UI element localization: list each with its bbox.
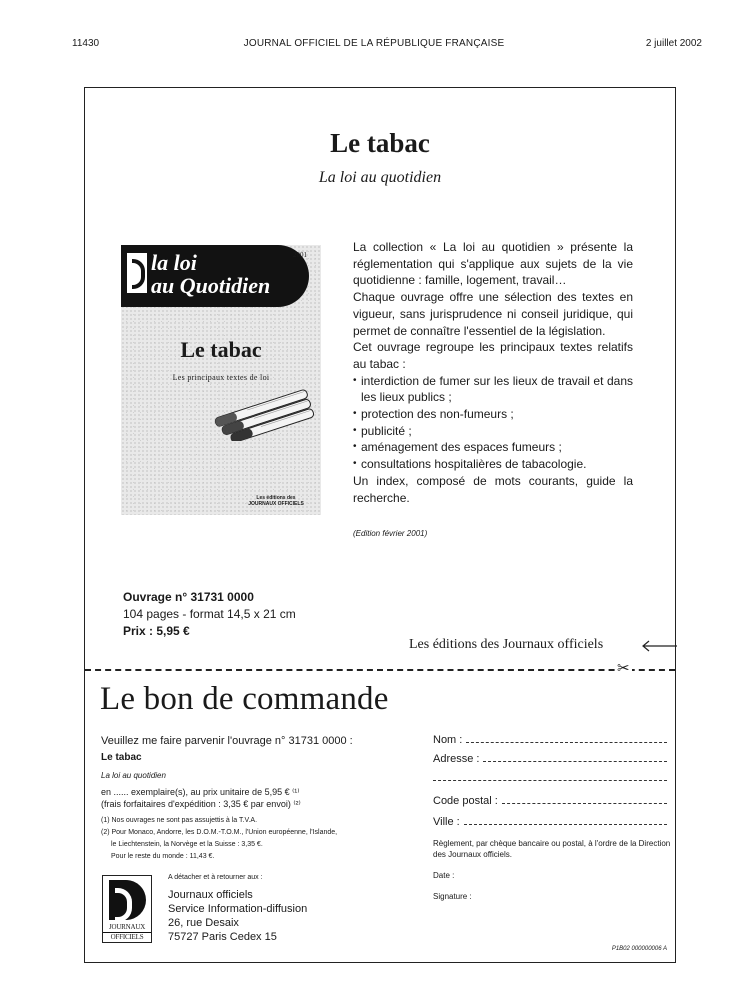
- desc-paragraph: La collection « La loi au quotidien » présente la réglementation qui s'applique aux sujets de la vie quotidienne : famille, logement, travail…: [353, 240, 633, 288]
- scissors-icon: ✂: [617, 660, 630, 677]
- name-field[interactable]: [433, 734, 667, 746]
- product-pages: 104 pages - format 14,5 x 21 cm: [123, 607, 296, 621]
- city-label: Ville :: [433, 816, 460, 828]
- send-to-note: A détacher et à retourner aux :: [168, 874, 263, 881]
- cover-publisher: Les éditions des JOURNAUX OFFICIELS: [248, 495, 304, 507]
- advert-description: [353, 239, 633, 506]
- city-field[interactable]: [433, 816, 667, 828]
- postal-code-input-line[interactable]: [502, 803, 667, 804]
- desc-paragraph: Chaque ouvrage offre une sélection des textes en vigueur, sans jurisprudence ni conseil juridique, qui permet de connaître l'essentiel de la législation.: [353, 290, 633, 338]
- name-input-line[interactable]: [466, 742, 667, 743]
- address-line: 26, rue Desaix: [168, 917, 239, 929]
- cover-subtitle: Les principaux textes de loi: [172, 373, 270, 382]
- jo-mark-icon: [109, 880, 146, 920]
- journaux-officiels-logo: [102, 875, 152, 943]
- cover-title: Le tabac: [180, 337, 262, 362]
- date-field[interactable]: Date :: [433, 871, 455, 880]
- shipping-line: (frais forfaitaires d'expédition : 3,35 € par envoi) ⁽²⁾: [101, 799, 301, 809]
- footnote: (1) Nos ouvrages ne sont pas assujettis à la T.V.A.: [101, 817, 258, 824]
- address-input-line-2[interactable]: [433, 780, 667, 781]
- name-label: Nom :: [433, 734, 463, 746]
- publication-date: 2 juillet 2002: [645, 38, 702, 49]
- order-form-title: Le bon de commande: [100, 681, 389, 717]
- signature-field[interactable]: Signature :: [433, 892, 472, 901]
- book-cover: [121, 245, 321, 515]
- address-label: Adresse :: [433, 753, 480, 765]
- desc-paragraph: Cet ouvrage regroupe les principaux textes relatifs au tabac :: [353, 340, 633, 371]
- arrow-left-icon: [641, 639, 677, 653]
- logo-word: JOURNAUX: [108, 923, 146, 931]
- logo-word: OFFICIELS: [103, 932, 151, 941]
- list-item: • aménagement des espaces fumeurs ;: [353, 439, 633, 456]
- list-item: • publicité ;: [353, 423, 633, 440]
- footnote: le Liechtenstein, la Norvège et la Suisse : 3,35 €.: [111, 841, 263, 848]
- address-field-line2[interactable]: [433, 774, 667, 784]
- topics-list: [353, 373, 633, 473]
- address-field[interactable]: [433, 753, 667, 765]
- list-item: • interdiction de fumer sur les lieux de travail et dans les lieux publics ;: [353, 373, 633, 406]
- postal-code-label: Code postal :: [433, 795, 498, 807]
- cover-band: [121, 245, 309, 307]
- postal-code-field[interactable]: [433, 795, 667, 807]
- product-reference: Ouvrage n° 31731 0000: [123, 590, 254, 604]
- address-input-line[interactable]: [483, 761, 667, 762]
- advert-subtitle: La loi au quotidien: [318, 169, 442, 186]
- publisher-line: Les éditions des Journaux officiels: [409, 637, 604, 652]
- form-code: P1B02 000000006 A: [611, 946, 667, 952]
- city-input-line[interactable]: [464, 824, 667, 825]
- advert-title: Le tabac: [330, 128, 430, 158]
- address-line: Journaux officiels: [168, 889, 253, 901]
- cigarettes-icon: [209, 385, 319, 441]
- footnote: (2) Pour Monaco, Andorre, les D.O.M.-T.O.M., l'Union européenne, l'Islande,: [101, 829, 338, 836]
- payment-note: Règlement, par chèque bancaire ou postal, à l'ordre de la Direction des Journaux officiels.: [433, 839, 671, 859]
- edition-note: (Edition février 2001): [353, 529, 428, 538]
- list-item: • consultations hospitalières de tabacologie.: [353, 456, 633, 473]
- publication-title: JOURNAL OFFICIEL DE LA RÉPUBLIQUE FRANÇAISE: [243, 38, 505, 49]
- order-book: Le tabac: [101, 752, 142, 763]
- address-line: 75727 Paris Cedex 15: [168, 931, 277, 943]
- quantity-line: en ...... exemplaire(s), au prix unitaire de 5,95 € ⁽¹⁾: [101, 787, 300, 797]
- list-item: • protection des non-fumeurs ;: [353, 406, 633, 423]
- cut-line: [85, 660, 675, 677]
- order-series: La loi au quotidien: [101, 771, 166, 780]
- product-price: Prix : 5,95 €: [123, 624, 190, 638]
- cover-year: 2001: [293, 251, 307, 259]
- cover-series: la loi au Quotidien: [151, 250, 271, 298]
- jo-logo-icon: [127, 253, 147, 293]
- address-line: Service Information-diffusion: [168, 903, 308, 915]
- advert-box: [84, 87, 676, 963]
- order-request: Veuillez me faire parvenir l'ouvrage n° 31731 0000 :: [101, 735, 353, 747]
- page-number: 11430: [72, 38, 100, 49]
- footnote: Pour le reste du monde : 11,43 €.: [111, 853, 215, 860]
- desc-paragraph: Un index, composé de mots courants, guide la recherche.: [353, 473, 633, 505]
